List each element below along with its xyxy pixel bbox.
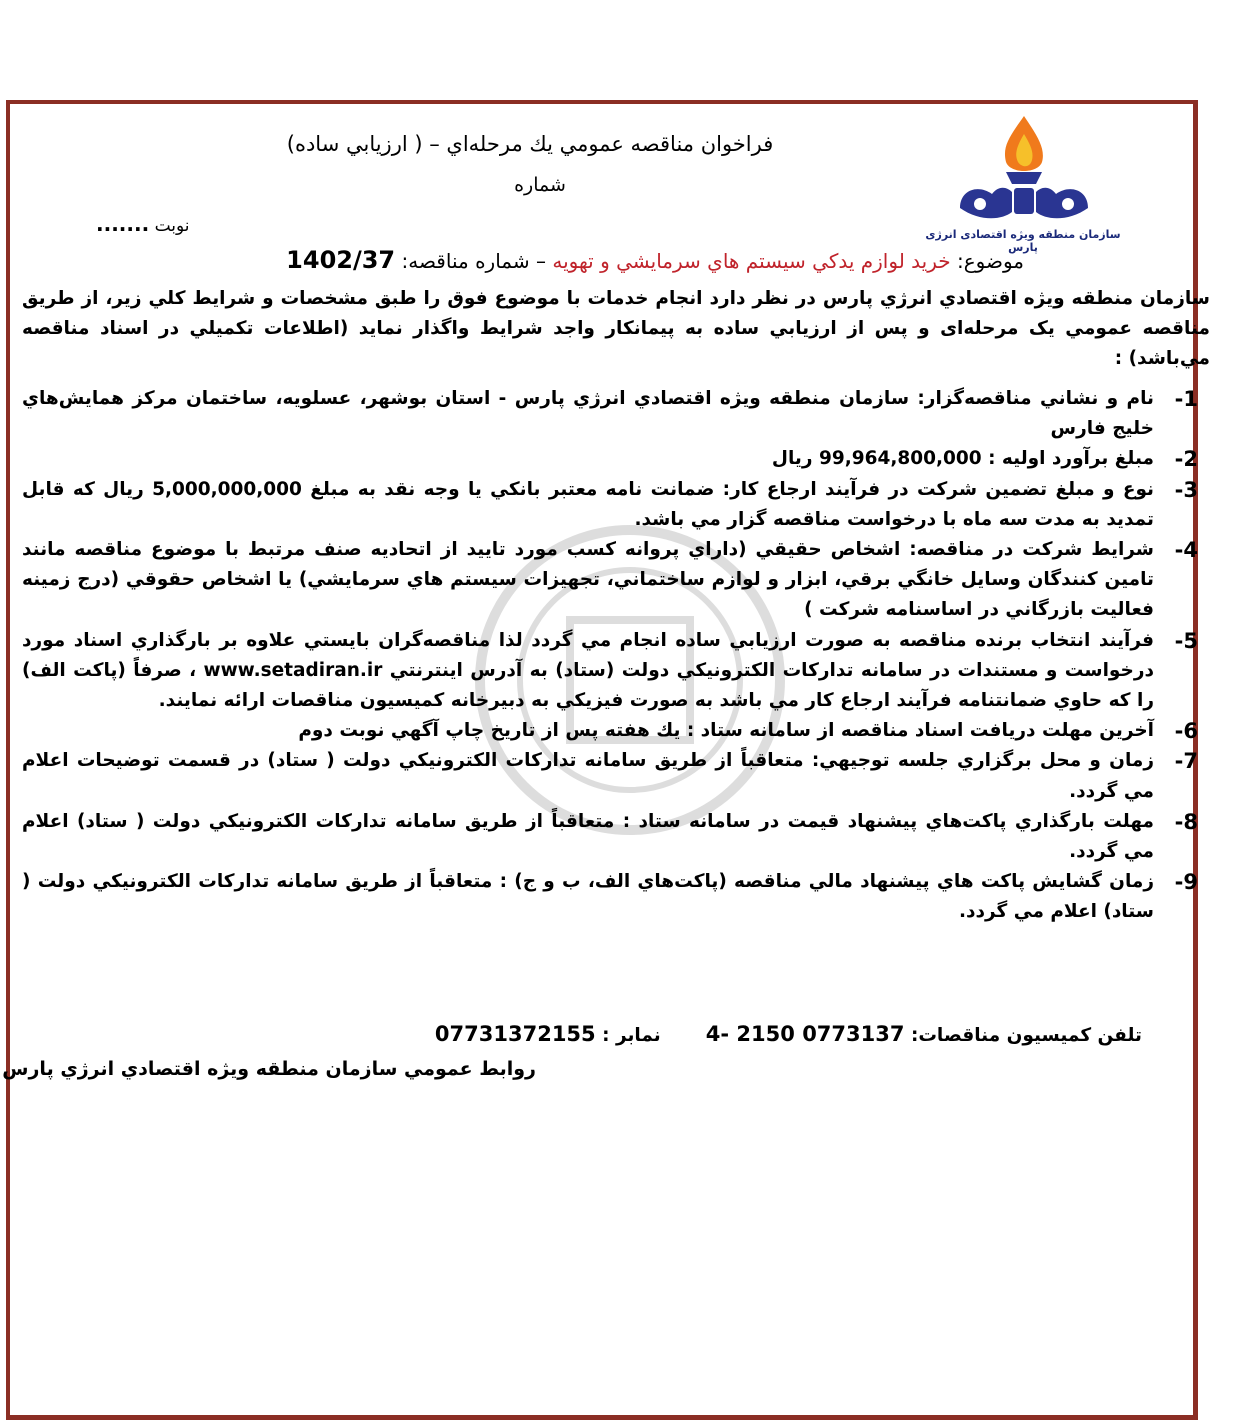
intro-paragraph: سازمان منطقه ويژه اقتصادي انرژي پارس در نظر دارد انجام خدمات با موضوع فوق را طبق مشخصات و شرايط كلي زير، از طريق مناقصه عمومي یک مرحله‌ای و پس از ارزيابي ساده به پيمانكار واجد شرايط واگذار نمايد (اطلاعات تكميلي در اسناد مناقصه مي‌باشد) :	[22, 288, 1210, 370]
list-item	[22, 384, 1198, 444]
conditions-list	[22, 384, 1198, 928]
item-number: 6-	[1174, 719, 1198, 744]
page-title: فراخوان مناقصه عمومي يك مرحله‌اي – ( ارزيابي ساده)	[286, 132, 774, 156]
item-number: 2-	[1174, 447, 1198, 472]
list-item	[22, 626, 1198, 717]
contact-line	[435, 1022, 1142, 1046]
phone-label: تلفن كميسيون مناقصات:	[910, 1025, 1142, 1046]
list-item	[22, 807, 1198, 867]
item-number: 3-	[1174, 477, 1198, 502]
item-text: شرايط شركت در مناقصه: اشخاص حقيقي (داراي پروانه كسب مورد تاييد از اتحاديه صنف مرتبط با موضوع مناقصه مانند تامين كنندگان وسايل خانگي برقي، ابزار و لوازم ساختماني، تجهيزات سيستم هاي سرمايشي) يا اشخاص حقوقي (درج زمينه فعاليت بازرگاني در اساسنامه شركت )	[22, 539, 1154, 621]
round-indicator	[96, 212, 190, 236]
footer-signature: روابط عمومي سازمان منطقه ويژه اقتصادي انرژي پارس	[2, 1058, 536, 1080]
phone-number: 4- 2150 0773137	[705, 1022, 905, 1046]
item-text: مبلغ برآورد اوليه : 99,964,800,000 ريال	[771, 448, 1154, 470]
item-number: 1-	[1174, 387, 1198, 411]
item-text: آخرين مهلت دريافت اسناد مناقصه از سامانه ستاد : يك هفته پس از تاريخ چاپ آگهي نوبت دوم	[298, 720, 1154, 742]
flame-logo-icon	[940, 112, 1108, 228]
list-item	[22, 444, 1198, 474]
item-text: زمان و محل برگزاري جلسه توجيهي: متعاقباً از طريق سامانه تداركات الكترونيكي دولت ( ستاد) در قسمت توضيحات اعلام مي گردد.	[22, 750, 1154, 802]
list-item	[22, 475, 1198, 535]
item-number: 8-	[1174, 809, 1198, 834]
item-number: 9-	[1174, 870, 1198, 895]
announcement-number-label: شماره	[514, 174, 566, 196]
tender-number: 1402/37	[286, 246, 396, 274]
fax-label: نمابر :	[602, 1025, 661, 1046]
round-label: نوبت	[154, 216, 190, 236]
list-item	[22, 535, 1198, 626]
item-number: 5-	[1174, 628, 1198, 653]
item-text: نوع و مبلغ تضمين شركت در فرآيند ارجاع كار: ضمانت نامه معتبر بانكي يا وجه نقد به مبلغ 5,000,000,000 ريال كه قابل تمديد به مدت سه ماه با درخواست مناقصه گزار مي باشد.	[22, 478, 1155, 530]
item-text: مهلت بارگذاري پاكت‌هاي پيشنهاد قيمت در سامانه ستاد : متعاقباً از طريق سامانه تداركات الكترونيكي دولت ( ستاد) اعلام مي گردد.	[22, 810, 1154, 863]
tender-number-label: شماره مناقصه:	[401, 249, 530, 273]
subject-line	[286, 246, 1024, 274]
subject-label: موضوع:	[956, 249, 1024, 273]
organization-logo	[912, 112, 1134, 254]
list-item	[22, 867, 1198, 927]
fax-number: 07731372155	[434, 1022, 596, 1046]
round-value: .......	[96, 212, 150, 236]
logo-caption: سازمان منطقه ویژه اقتصادی انرژی پارس	[925, 228, 1121, 254]
item-number: 7-	[1174, 749, 1198, 774]
list-item	[22, 746, 1198, 806]
item-number: 4-	[1174, 538, 1198, 563]
item-text: نام و نشاني مناقصه‌گزار: سازمان منطقه ويژه اقتصادي انرژي پارس - استان بوشهر، عسلويه، ساختمان مركز همايش‌هاي خليج فارس	[22, 388, 1154, 440]
item-text: زمان گشايش پاكت هاي پيشنهاد مالي مناقصه (پاكت‌هاي الف، ب و ج) : متعاقباً از طريق سامانه تداركات الكترونيكي دولت ( ستاد) اعلام مي گردد.	[22, 871, 1154, 923]
list-item	[22, 716, 1198, 746]
subject-value: خريد لوازم يدكي سيستم هاي سرمايشي و تهويه	[552, 249, 951, 273]
item-text: فرآيند انتخاب برنده مناقصه به صورت ارزيابي ساده انجام مي گردد لذا مناقصه‌گران بايستي علاوه بر بارگذاري اسناد مورد درخواست و مستندات در سامانه تداركات الكترونيكي دولت (ستاد) به آدرس اينترنتي www.setadiran.ir ، صرفاً (پاكت الف) را كه حاوي ضمانتنامه فرآيند ارجاع كار مي باشد به صورت فيزيكي به دبيرخانه كميسيون مناقصات ارائه نمايند.	[22, 629, 1154, 712]
subject-dash: –	[529, 249, 546, 273]
